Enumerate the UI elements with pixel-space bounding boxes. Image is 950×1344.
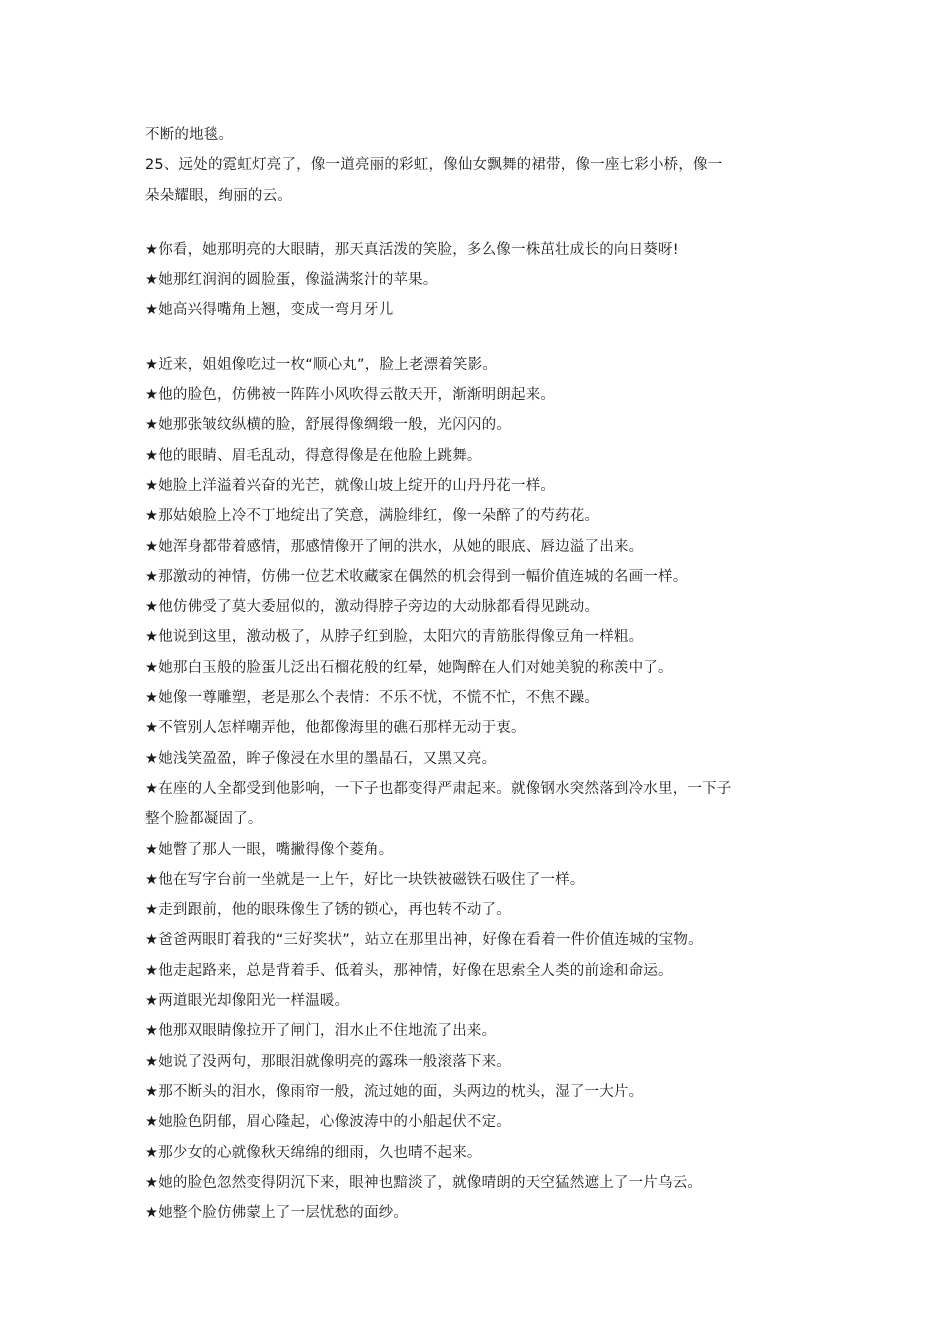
text-line-g2-15: ★在座的人全都受到他影响，一下子也都变得严肃起来。就像钢水突然落到冷水里，一下子 [145, 780, 732, 797]
text-line-g2-1: ★近来，姐姐像吃过一枚“顺心丸”，脸上老漂着笑影。 [145, 356, 498, 373]
text-line-g2-17: ★她瞥了那人一眼，嘴撇得像个菱角。 [145, 841, 394, 858]
text-line-g2-4: ★他的眼睛、眉毛乱动，得意得像是在他脸上跳舞。 [145, 447, 482, 464]
text-line-g2-2: ★他的脸色，仿佛被一阵阵小风吹得云散天开，渐渐明朗起来。 [145, 387, 556, 404]
text-line-g2-8: ★那激动的神情，仿佛一位艺术收藏家在偶然的机会得到一幅价值连城的名画一样。 [145, 568, 688, 585]
text-line-g2-23: ★他那双眼睛像拉开了闸门，泪水止不住地流了出来。 [145, 1023, 497, 1040]
text-line-g2-18: ★他在写字台前一坐就是一上午，好比一块铁被磁铁石吸住了一样。 [145, 871, 585, 888]
text-line-g1-2: ★她那红润润的圆脸蛋，像溢满浆汁的苹果。 [145, 272, 438, 289]
text-line-g2-11: ★她那白玉般的脸蛋儿泛出石榴花般的红晕，她陶醉在人们对她美貌的称羡中了。 [145, 659, 673, 676]
text-line-g2-13: ★不管别人怎样嘲弄他，他都像海里的礁石那样无动于衷。 [145, 720, 526, 737]
document-page [145, 120, 815, 1228]
text-line-g2-26: ★她脸色阴郁，眉心隆起，心像波涛中的小船起伏不定。 [145, 1114, 511, 1131]
text-line-g2-25: ★那不断头的泪水，像雨帘一般，流过她的面，头两边的枕头，湿了一大片。 [145, 1083, 644, 1100]
text-line-g2-10: ★他说到这里，激动极了，从脖子红到脸，太阳穴的青筋胀得像豆角一样粗。 [145, 629, 644, 646]
text-line-g1-1: ★你看，她那明亮的大眼睛，那天真活泼的笑脸，多么像一株茁壮成长的向日葵呀! [145, 241, 679, 258]
text-line-g2-24: ★她说了没两句，那眼泪就像明亮的露珠一般滚落下来。 [145, 1053, 511, 1070]
text-line-item25: 25、远处的霓虹灯亮了，像一道亮丽的彩虹，像仙女飘舞的裙带，像一座七彩小桥，像一 [145, 157, 723, 174]
text-line-g2-16: 整个脸都凝固了。 [145, 811, 263, 828]
text-line-g2-29: ★她整个脸仿佛蒙上了一层忧愁的面纱。 [145, 1205, 409, 1222]
text-line-g2-19: ★走到跟前，他的眼珠像生了锈的锁心，再也转不动了。 [145, 902, 511, 919]
text-line-g2-6: ★那姑娘脸上冷不丁地绽出了笑意，满脸绯红，像一朵醉了的芍药花。 [145, 508, 600, 525]
text-line-g2-14: ★她浅笑盈盈，眸子像浸在水里的墨晶石，又黑又亮。 [145, 750, 497, 767]
text-line-g2-20: ★爸爸两眼盯着我的“三好奖状”，站立在那里出神，好像在看着一件价值连城的宝物。 [145, 932, 703, 949]
text-line-g1-3: ★她高兴得嘴角上翘，变成一弯月牙儿 [145, 302, 394, 319]
text-line-g2-27: ★那少女的心就像秋天绵绵的细雨，久也晴不起来。 [145, 1144, 482, 1161]
paragraph-gap [145, 326, 815, 350]
text-line-g2-21: ★他走起路来，总是背着手、低着头，那神情，好像在思索全人类的前途和命运。 [145, 962, 673, 979]
text-line-g2-3: ★她那张皱纹纵横的脸，舒展得像绸缎一般，光闪闪的。 [145, 417, 511, 434]
text-line-g2-7: ★她浑身都带着感情，那感情像开了闸的洪水，从她的眼底、唇边溢了出来。 [145, 538, 644, 555]
text-line-g2-22: ★两道眼光却像阳光一样温暖。 [145, 993, 350, 1010]
text-line-g2-9: ★他仿佛受了莫大委屈似的，激动得脖子旁边的大动脉都看得见跳动。 [145, 599, 600, 616]
text-line-item25-cont: 朵朵耀眼，绚丽的云。 [145, 187, 292, 204]
text-line-g2-5: ★她脸上洋溢着兴奋的光芒，就像山坡上绽开的山丹丹花一样。 [145, 477, 556, 494]
text-line-continued: 不断的地毯。 [145, 127, 234, 143]
paragraph-gap [145, 211, 815, 235]
text-line-g2-12: ★她像一尊雕塑，老是那么个表情：不乐不忧，不慌不忙，不焦不躁。 [145, 690, 600, 707]
text-line-g2-28: ★她的脸色忽然变得阴沉下来，眼神也黯淡了，就像晴朗的天空猛然遮上了一片乌云。 [145, 1174, 703, 1191]
